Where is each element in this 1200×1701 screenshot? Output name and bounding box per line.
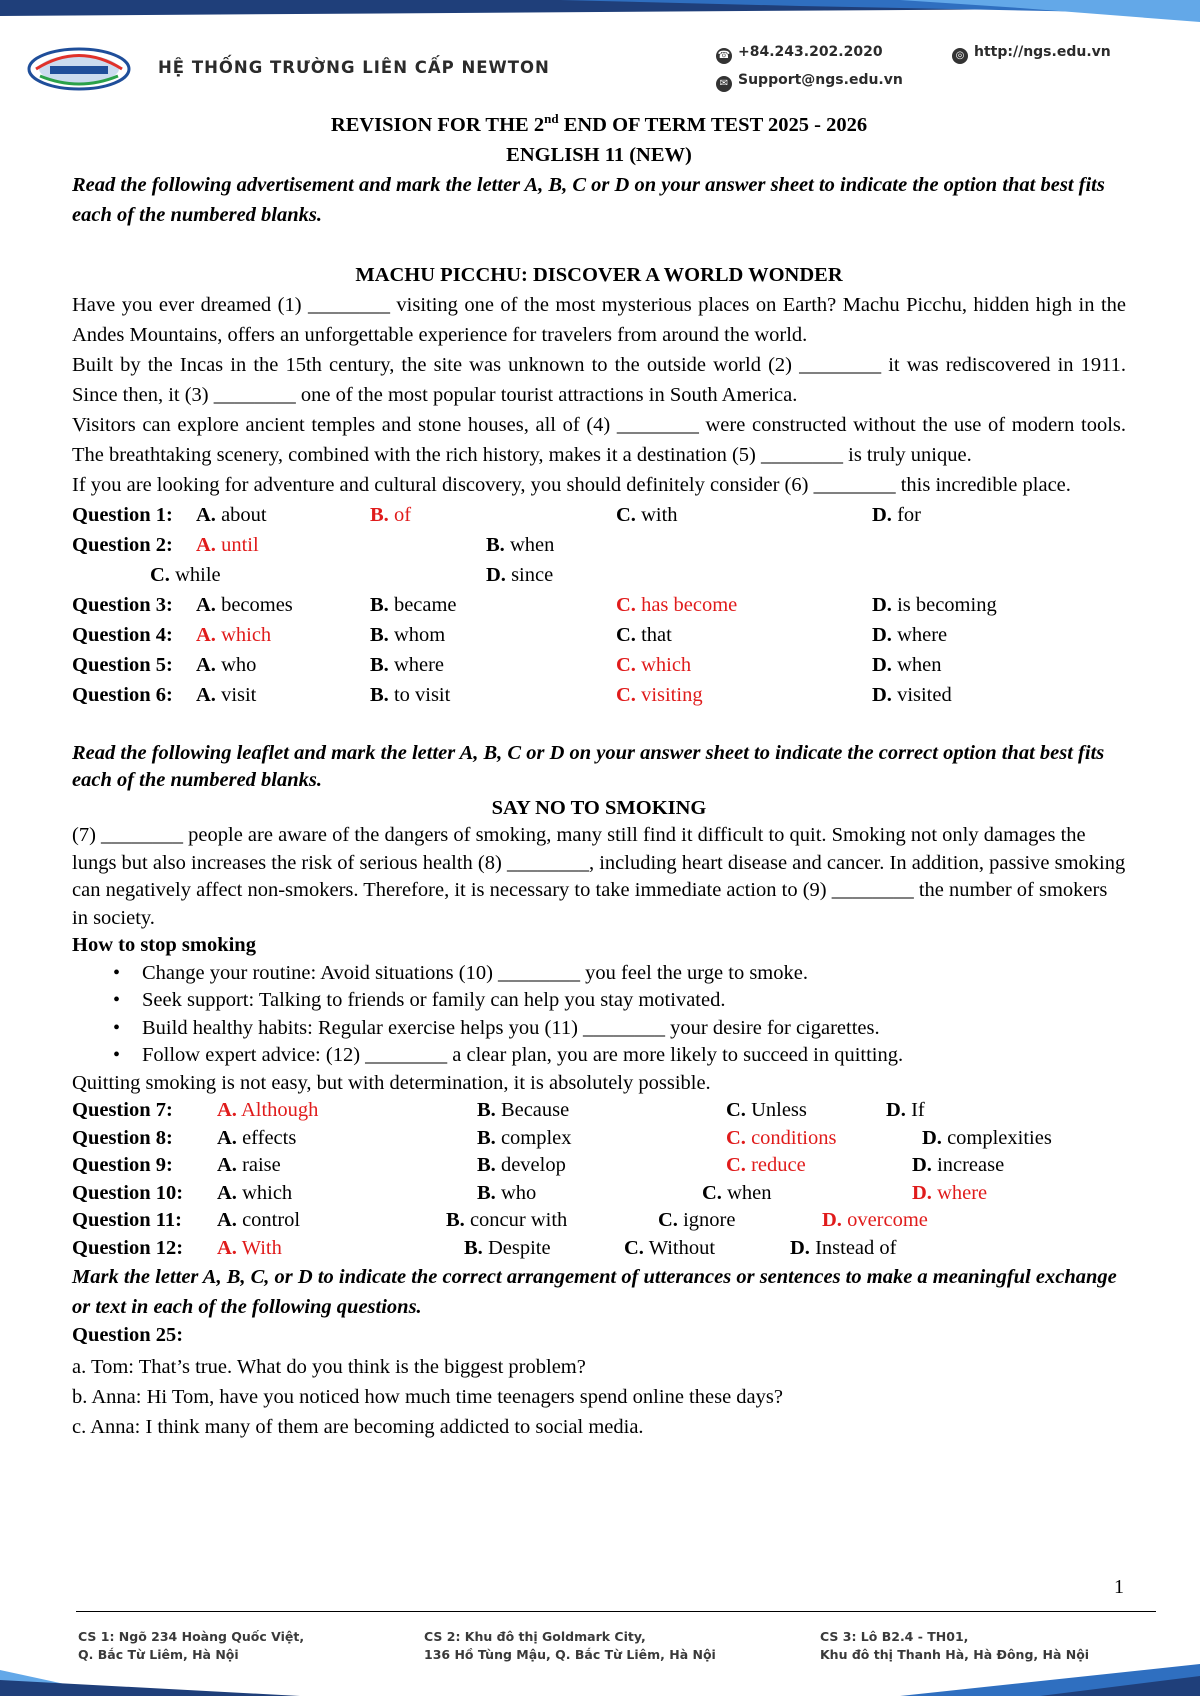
section1-para1: Have you ever dreamed (1) ________ visiting one of the most mysterious places on Earth? Machu Picchu, hidden high in the Andes Mountains, offers an unforgettable experience for travelers from around the world. (72, 293, 1126, 346)
globe-icon: ◎ (952, 48, 968, 64)
campus-3-line-2: Khu đô thị Thanh Hà, Hà Đông, Hà Nội (820, 1647, 1090, 1662)
option-text: With (241, 1236, 282, 1259)
option-d[interactable] (872, 650, 941, 680)
option-d[interactable] (912, 1152, 1004, 1180)
option-b[interactable] (486, 530, 554, 560)
option-letter: D. (872, 623, 892, 646)
option-letter: A. (196, 623, 216, 646)
title-line-2: ENGLISH 11 (NEW) (506, 143, 692, 166)
option-d[interactable] (872, 620, 947, 650)
option-text: reduce (751, 1154, 806, 1177)
footer-divider (76, 1611, 1156, 1612)
option-text: conditions (751, 1126, 837, 1149)
question-25-line-a: a. Tom: That’s true. What do you think is the biggest problem? (72, 1355, 586, 1378)
option-text: Instead of (815, 1236, 897, 1259)
option-letter: B. (370, 623, 389, 646)
question-group-2 (72, 1097, 1126, 1262)
phone-icon: ☎ (716, 48, 732, 64)
question-row (72, 1152, 1126, 1180)
option-c[interactable] (616, 590, 737, 620)
option-text: concur with (469, 1209, 568, 1232)
option-b[interactable] (446, 1207, 567, 1235)
list-item: • Change your routine: Avoid situations (10) ________ you feel the urge to smoke. (142, 960, 1126, 988)
option-text: has become (641, 593, 738, 616)
option-d[interactable] (886, 1097, 925, 1125)
option-letter: A. (196, 653, 216, 676)
option-a[interactable] (196, 650, 256, 680)
section2-subheading: How to stop smoking (72, 934, 256, 957)
phone-number: +84.243.202.2020 (738, 44, 883, 60)
option-letter: B. (477, 1099, 496, 1122)
option-d[interactable] (486, 560, 553, 590)
list-item: • Follow expert advice: (12) ________ a clear plan, you are more likely to succeed in quitting. (142, 1042, 1126, 1070)
option-letter: B. (464, 1236, 483, 1259)
document-body (72, 104, 1126, 1442)
option-letter: C. (624, 1236, 644, 1259)
campus-2-line-1: CS 2: Khu đô thị Goldmark City, (424, 1629, 646, 1644)
question-group-1 (72, 500, 1126, 710)
option-d[interactable] (872, 500, 921, 530)
option-text: control (242, 1209, 301, 1232)
bottom-decor-band (0, 1650, 1200, 1696)
question-row (72, 1180, 1126, 1208)
option-c[interactable] (658, 1207, 735, 1235)
question-row (72, 1207, 1126, 1235)
option-c[interactable] (616, 500, 678, 530)
section1-para4: If you are looking for adventure and cultural discovery, you should definitely consider (6) ________ this incredible place. (72, 473, 1071, 496)
option-text: where (897, 623, 948, 646)
option-text: since (511, 563, 554, 586)
option-text: while (175, 563, 221, 586)
question-label: Question 12: (72, 1236, 184, 1259)
page-number: 1 (1114, 1576, 1124, 1598)
option-text: Although (240, 1099, 319, 1122)
option-d[interactable] (872, 680, 952, 710)
list-item: • Build healthy habits: Regular exercise helps you (11) ________ your desire for cigarettes. (142, 1015, 1126, 1043)
option-b[interactable] (370, 590, 457, 620)
campus-3-line-1: CS 3: Lô B2.4 - TH01, (820, 1629, 969, 1644)
option-letter: A. (217, 1126, 237, 1149)
question-25-line-c: c. Anna: I think many of them are becoming addicted to social media. (72, 1415, 644, 1438)
option-letter: B. (370, 683, 389, 706)
option-text: when (897, 653, 942, 676)
option-c[interactable] (616, 650, 691, 680)
question-row (72, 500, 1126, 530)
option-a[interactable] (196, 530, 259, 560)
option-letter: D. (872, 683, 892, 706)
option-b[interactable] (477, 1152, 566, 1180)
option-b[interactable] (370, 680, 450, 710)
option-letter: A. (196, 503, 216, 526)
option-c[interactable] (616, 680, 703, 710)
option-text: which (242, 1181, 293, 1204)
option-letter: D. (912, 1181, 932, 1204)
option-a[interactable] (196, 620, 271, 650)
option-a[interactable] (196, 590, 293, 620)
option-letter: D. (486, 563, 506, 586)
option-letter: B. (370, 653, 389, 676)
question-row (72, 1235, 1126, 1263)
option-b[interactable] (477, 1125, 572, 1153)
option-text: Unless (751, 1099, 807, 1122)
option-a[interactable] (217, 1125, 296, 1153)
option-letter: D. (922, 1126, 942, 1149)
option-letter: B. (477, 1154, 496, 1177)
section2-para1: (7) ________ people are aware of the dangers of smoking, many still find it difficult to quit. Smoking not only damages the lungs but also increases the risk of serious health (8) ________, including heart disease and cancer. In addition, passive smoking can negatively affect non-smokers. Therefore, it is necessary to take immediate action to (9) ________ the number of smokers in society. (72, 824, 1126, 929)
option-letter: D. (790, 1236, 810, 1259)
option-text: visited (897, 683, 952, 706)
email-icon: ✉ (716, 76, 732, 92)
question-label: Question 3: (72, 593, 173, 616)
option-c[interactable] (616, 620, 672, 650)
option-letter: C. (726, 1126, 746, 1149)
option-text: whom (393, 623, 446, 646)
letterhead (0, 28, 1200, 108)
campus-2-line-2: 136 Hồ Tùng Mậu, Q. Bắc Từ Liêm, Hà Nội (424, 1647, 716, 1662)
question-row (72, 620, 1126, 650)
option-letter: C. (616, 623, 636, 646)
school-name: HỆ THỐNG TRƯỜNG LIÊN CẤP NEWTON (158, 58, 550, 77)
section1-instruction: Read the following advertisement and mark the letter A, B, C or D on your answer sheet to indicate the option that best fits each of the numbered blanks. (72, 173, 1105, 226)
option-letter: C. (616, 503, 636, 526)
option-a[interactable] (217, 1235, 282, 1263)
option-text: ignore (683, 1209, 736, 1232)
option-d[interactable] (822, 1207, 928, 1235)
option-letter: A. (217, 1236, 237, 1259)
option-text: Because (500, 1099, 570, 1122)
option-d[interactable] (922, 1125, 1052, 1153)
option-letter: B. (477, 1126, 496, 1149)
question-25-label: Question 25: (72, 1324, 184, 1347)
question-label: Question 1: (72, 503, 173, 526)
option-a[interactable] (196, 500, 267, 530)
option-c[interactable] (150, 560, 221, 590)
option-letter: C. (150, 563, 170, 586)
option-text: who (500, 1181, 537, 1204)
option-letter: D. (872, 593, 892, 616)
question-row (72, 560, 1126, 590)
section1-para3: Visitors can explore ancient temples and stone houses, all of (4) ________ were constructed without the use of modern tools. The breathtaking scenery, combined with the rich history, makes it a destination (5) ________ is truly unique. (72, 413, 1126, 466)
option-text: of (393, 503, 412, 526)
question-row (72, 680, 1126, 710)
option-b[interactable] (477, 1180, 536, 1208)
option-letter: A. (217, 1209, 237, 1232)
section1-para2: Built by the Incas in the 15th century, the site was unknown to the outside world (2) ________ it was rediscovered in 1911. Since then, it (3) ________ one of the most popular tourist attractions in South America. (72, 353, 1126, 406)
option-text: complex (500, 1126, 572, 1149)
option-text: to visit (393, 683, 451, 706)
option-letter: C. (616, 653, 636, 676)
website-contact (952, 44, 1111, 64)
option-text: that (641, 623, 672, 646)
option-letter: B. (370, 593, 389, 616)
question-label: Question 5: (72, 653, 173, 676)
option-text: complexities (947, 1126, 1052, 1149)
option-a[interactable] (217, 1097, 318, 1125)
option-letter: A. (217, 1099, 237, 1122)
list-item: • Seek support: Talking to friends or family can help you stay motivated. (142, 987, 1126, 1015)
campus-1-line-2: Q. Bắc Từ Liêm, Hà Nội (78, 1647, 239, 1662)
option-letter: A. (196, 683, 216, 706)
question-label: Question 7: (72, 1099, 173, 1122)
option-text: Despite (487, 1236, 551, 1259)
question-label: Question 10: (72, 1181, 184, 1204)
option-text: when (509, 533, 555, 556)
email-address[interactable]: Support@ngs.edu.vn (738, 72, 903, 88)
option-text: raise (242, 1154, 281, 1177)
option-letter: A. (217, 1181, 237, 1204)
option-a[interactable] (196, 680, 256, 710)
option-a[interactable] (217, 1152, 281, 1180)
option-text: is becoming (897, 593, 997, 616)
option-letter: A. (196, 593, 216, 616)
option-letter: A. (217, 1154, 237, 1177)
option-text: If (911, 1099, 925, 1122)
option-text: until (221, 533, 259, 556)
option-letter: D. (872, 653, 892, 676)
option-text: became (393, 593, 457, 616)
option-b[interactable] (370, 500, 411, 530)
option-c[interactable] (726, 1097, 807, 1125)
question-label: Question 2: (72, 533, 173, 556)
option-text: Without (648, 1236, 716, 1259)
option-b[interactable] (370, 620, 445, 650)
section2-closing: Quitting smoking is not easy, but with determination, it is absolutely possible. (72, 1071, 711, 1094)
option-text: visiting (641, 683, 703, 706)
question-label: Question 4: (72, 623, 173, 646)
section2-heading: SAY NO TO SMOKING (491, 796, 707, 819)
option-letter: C. (616, 593, 636, 616)
option-b[interactable] (477, 1097, 569, 1125)
option-letter: D. (822, 1209, 842, 1232)
option-text: which (641, 653, 692, 676)
option-letter: D. (886, 1099, 906, 1122)
smoking-tips-list (72, 960, 1126, 1070)
option-c[interactable] (726, 1125, 836, 1153)
email-contact (716, 72, 903, 92)
question-label: Question 6: (72, 683, 173, 706)
option-letter: B. (486, 533, 505, 556)
option-text: where (937, 1181, 988, 1204)
option-text: effects (242, 1126, 297, 1149)
question-row (72, 530, 1126, 560)
option-letter: D. (912, 1154, 932, 1177)
top-decor-band (0, 0, 1200, 22)
option-letter: C. (726, 1154, 746, 1177)
option-b[interactable] (370, 650, 444, 680)
option-letter: C. (658, 1209, 678, 1232)
option-b[interactable] (464, 1235, 551, 1263)
title-line-1: REVISION FOR THE 2nd END OF TERM TEST 2025 - 2026 (330, 111, 868, 136)
option-text: when (727, 1181, 772, 1204)
option-letter: B. (370, 503, 389, 526)
option-text: develop (500, 1154, 566, 1177)
question-row (72, 650, 1126, 680)
option-letter: D. (872, 503, 892, 526)
question-row (72, 1097, 1126, 1125)
option-a[interactable] (217, 1180, 292, 1208)
option-text: for (897, 503, 921, 526)
option-c[interactable] (624, 1235, 715, 1263)
option-text: which (221, 623, 272, 646)
question-row (72, 590, 1126, 620)
question-label: Question 9: (72, 1154, 173, 1177)
option-d[interactable] (912, 1180, 987, 1208)
option-text: overcome (847, 1209, 928, 1232)
option-letter: B. (477, 1181, 496, 1204)
question-25-line-b: b. Anna: Hi Tom, have you noticed how much time teenagers spend online these days? (72, 1385, 783, 1408)
website-link[interactable]: http://ngs.edu.vn (974, 44, 1111, 60)
option-letter: C. (702, 1181, 722, 1204)
option-c[interactable] (702, 1180, 771, 1208)
question-label: Question 8: (72, 1126, 173, 1149)
phone-contact (716, 44, 883, 64)
campus-1-line-1: CS 1: Ngõ 234 Hoàng Quốc Việt, (78, 1629, 305, 1644)
question-row (72, 1125, 1126, 1153)
option-text: who (221, 653, 257, 676)
school-logo (26, 46, 132, 92)
option-text: increase (937, 1154, 1005, 1177)
option-text: becomes (221, 593, 293, 616)
option-letter: C. (616, 683, 636, 706)
option-text: visit (221, 683, 257, 706)
section1-heading: MACHU PICCHU: DISCOVER A WORLD WONDER (355, 263, 843, 286)
option-d[interactable] (872, 590, 997, 620)
option-letter: C. (726, 1099, 746, 1122)
option-letter: A. (196, 533, 216, 556)
option-text: about (221, 503, 267, 526)
option-text: with (641, 503, 678, 526)
option-c[interactable] (726, 1152, 806, 1180)
option-text: where (393, 653, 445, 676)
section2-instruction: Read the following leaflet and mark the letter A, B, C or D on your answer sheet to indicate the correct option that best fits each of the numbered blanks. (72, 741, 1105, 792)
option-d[interactable] (790, 1235, 896, 1263)
section3-instruction: Mark the letter A, B, C, or D to indicate the correct arrangement of utterances or sentences to make a meaningful exchange or text in each of the following questions. (72, 1266, 1117, 1319)
option-a[interactable] (217, 1207, 300, 1235)
question-label: Question 11: (72, 1209, 182, 1232)
option-letter: B. (446, 1209, 465, 1232)
